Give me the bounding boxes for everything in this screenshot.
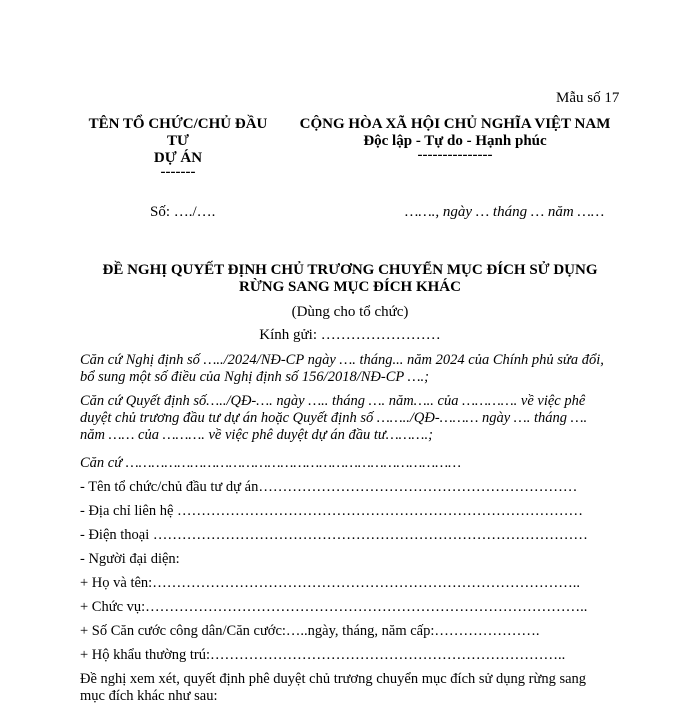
field-position: + Chức vụ:……………………………………………………………………………….. (80, 599, 588, 615)
basis-other: Căn cứ …………………………………………………………………… (80, 455, 461, 471)
field-representative: - Người đại diện: (80, 551, 180, 567)
document-title-line2: RỪNG SANG MỤC ĐÍCH KHÁC (239, 279, 461, 295)
field-org-name: - Tên tổ chức/chủ đầu tư dự án………………………………………………………… (80, 479, 578, 495)
org-name-line3: DỰ ÁN (153, 150, 203, 166)
field-full-name: + Họ và tên:…………………………………………………………………………….. (80, 575, 580, 591)
document-subtitle: (Dùng cho tổ chức) (291, 304, 409, 320)
form-number: Mẫu số 17 (556, 90, 620, 106)
field-id-card: + Số Căn cước công dân/Căn cước:…..ngày, tháng, năm cấp:…………………. (80, 623, 540, 639)
document-date: ……., ngày … tháng … năm …… (405, 204, 605, 220)
field-residence: + Hộ khẩu thường trú:……………………………………………………………….. (80, 647, 566, 663)
field-address: - Địa chỉ liên hệ ………………………………………………………………………… (80, 503, 584, 519)
nation-motto: Độc lập - Tự do - Hạnh phúc (363, 133, 547, 149)
basis-decree-line2: bổ sung một số điều của Nghị định số 156/2018/NĐ-CP ….; (80, 369, 429, 385)
nation-rule: --------------- (417, 147, 493, 163)
request-line2: mục đích khác như sau: (80, 688, 218, 704)
request-line1: Đề nghị xem xét, quyết định phê duyệt chủ trương chuyển mục đích sử dụng rừng sang (80, 671, 587, 687)
field-phone: - Điện thoại ……………………………………………………………………………… (80, 527, 588, 543)
document-title-line1: ĐỀ NGHỊ QUYẾT ĐỊNH CHỦ TRƯƠNG CHUYỂN MỤC ĐÍCH SỬ DỤNG (102, 262, 598, 278)
document-number: Số: …./…. (150, 204, 216, 220)
org-rule: ------- (160, 164, 196, 180)
basis-decision-line2: duyệt chủ trương đầu tư dự án hoặc Quyết định số ……../QĐ-……… ngày …. tháng …. (80, 410, 588, 426)
basis-decision-line3: năm …… của ………. về việc phê duyệt dự án đầu tư……….; (80, 427, 433, 443)
basis-decree-line1: Căn cứ Nghị định số …../2024/NĐ-CP ngày …. tháng... năm 2024 của Chính phủ sửa đổi, (80, 352, 604, 368)
org-name-line2: TƯ (167, 133, 189, 149)
nation-title: CỘNG HÒA XÃ HỘI CHỦ NGHĨA VIỆT NAM (299, 116, 611, 132)
basis-decision-line1: Căn cứ Quyết định số…../QĐ-…. ngày ….. tháng …. năm….. của …………. về việc phê (80, 393, 586, 409)
org-name-line1: TÊN TỔ CHỨC/CHỦ ĐẦU (88, 116, 268, 132)
recipient-line: Kính gửi: …………………… (259, 327, 441, 343)
